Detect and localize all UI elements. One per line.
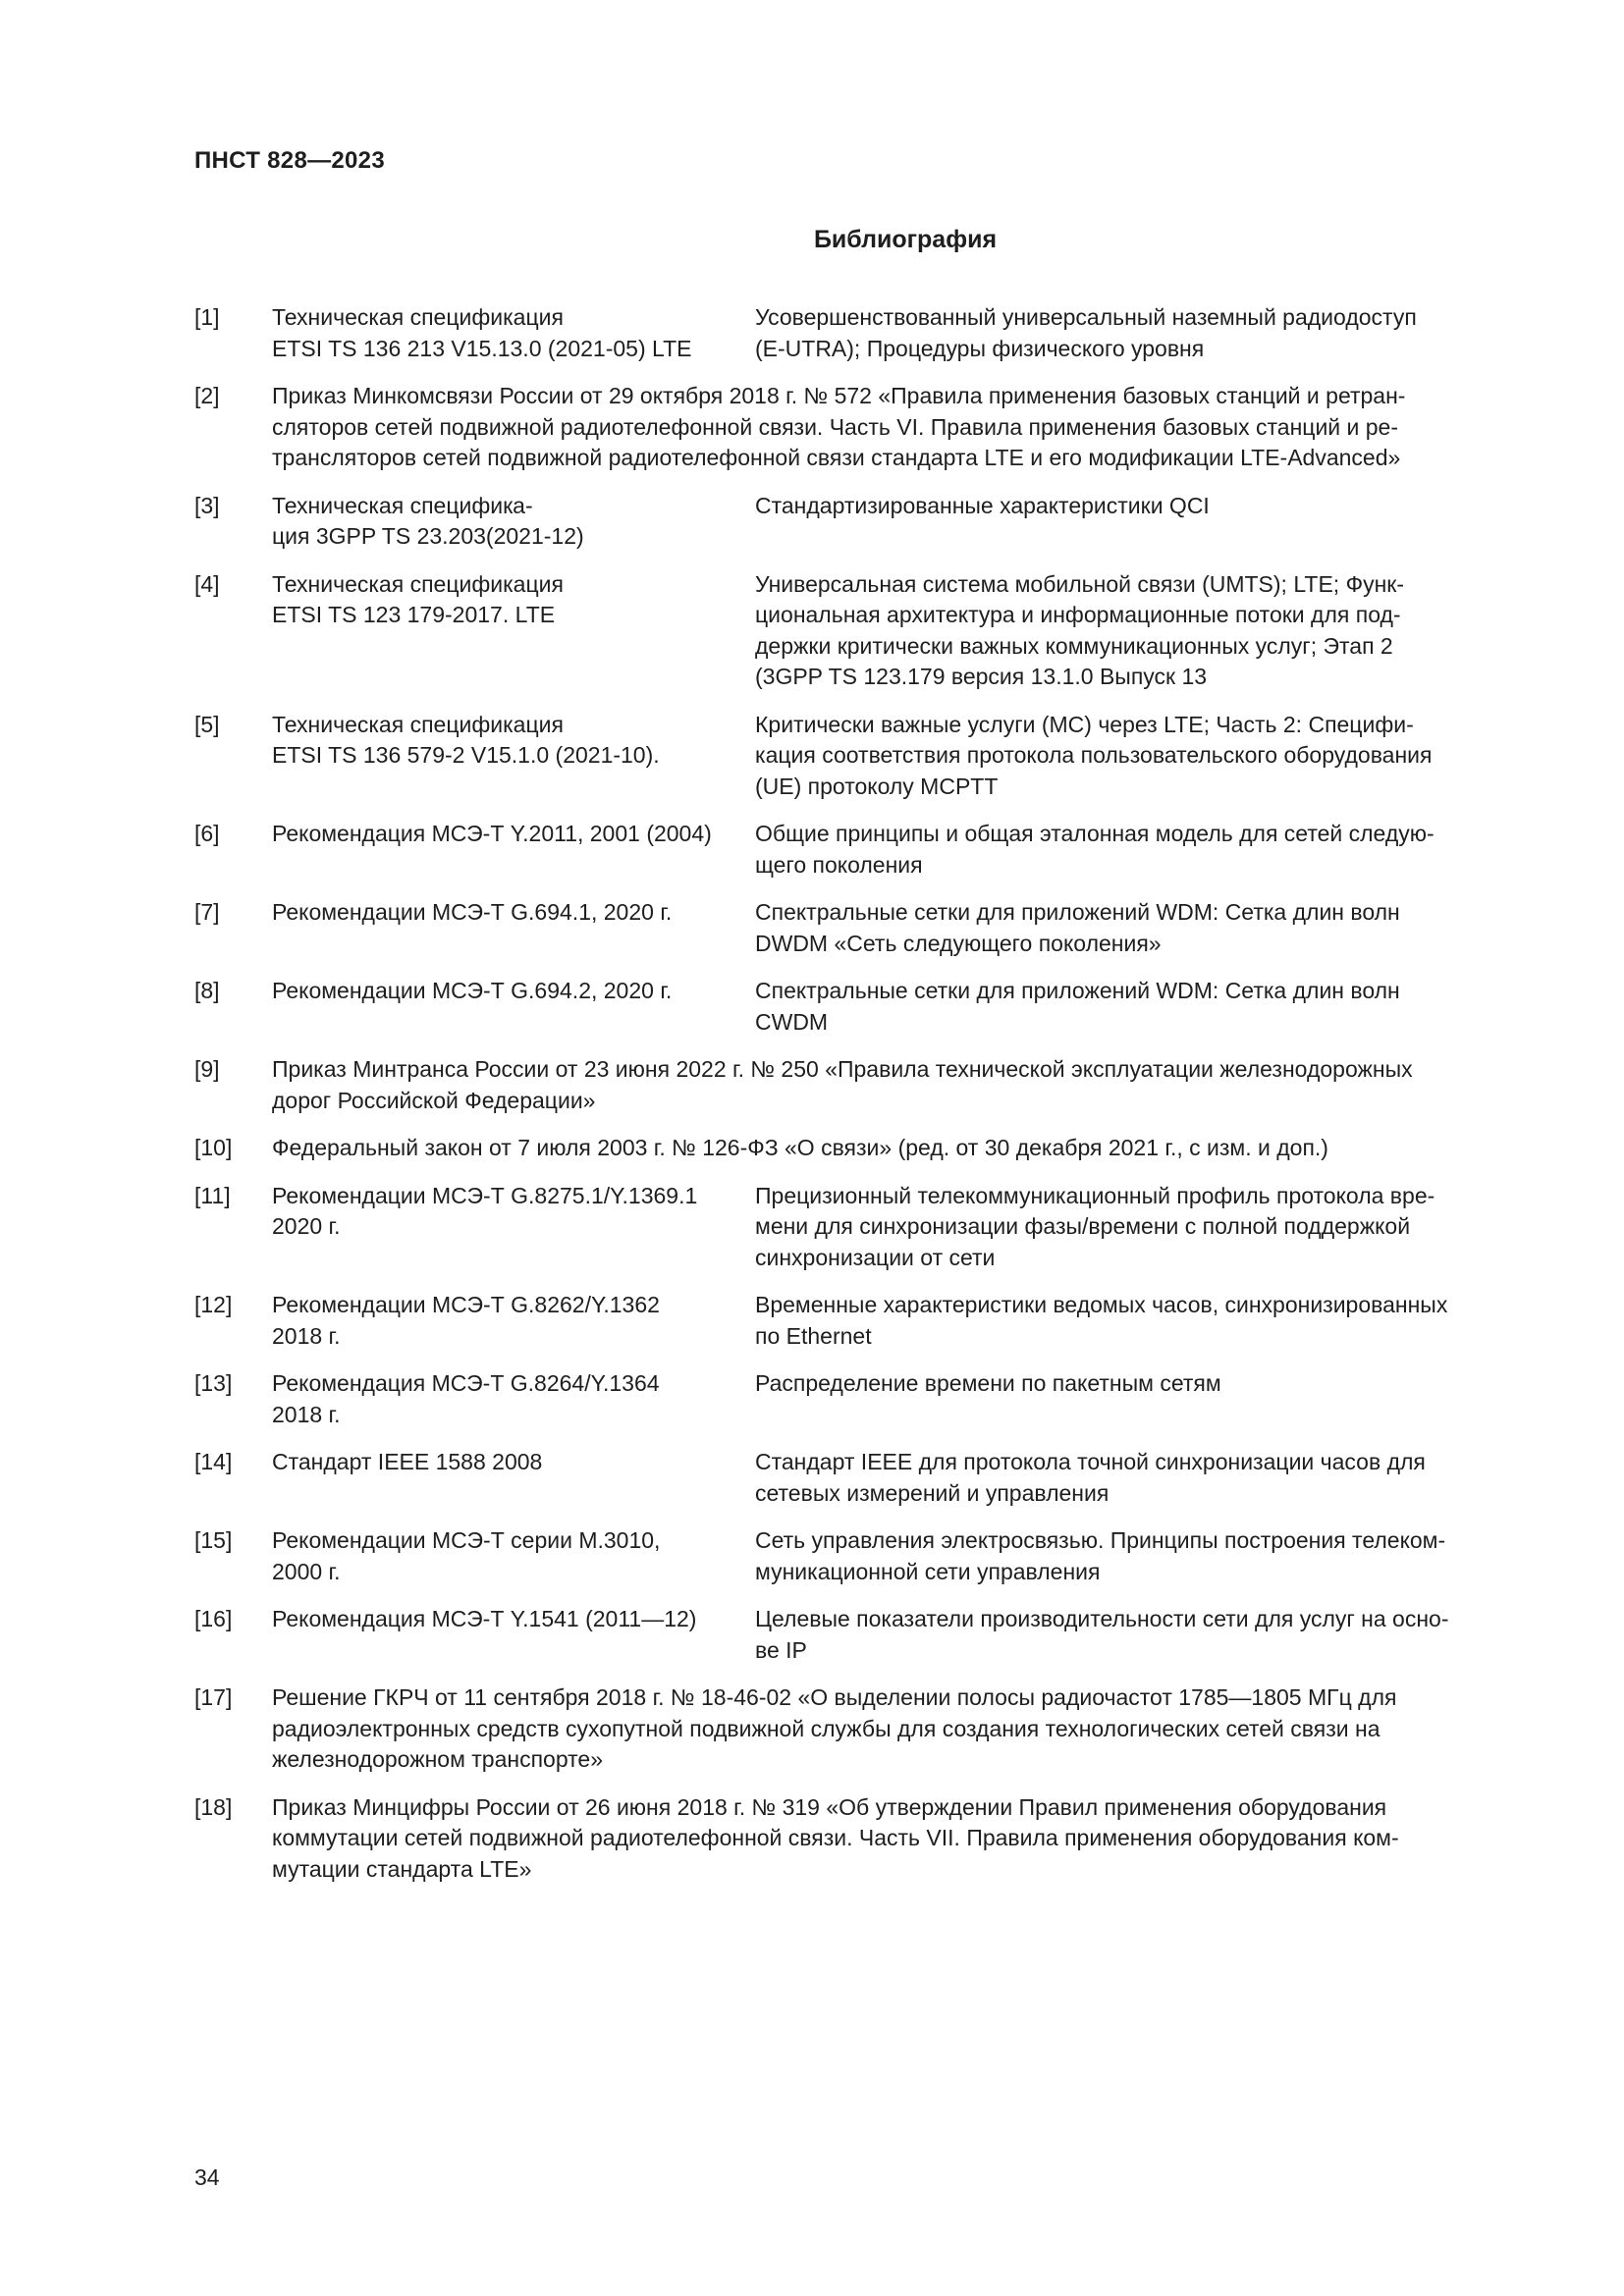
bibliography-entry [194,302,1526,364]
entry-source: Рекомендации МСЭ-Т G.8262/Y.1362 2018 г. [272,1292,660,1349]
entry-full-text: Приказ Минцифры России от 26 июня 2018 г. № 319 «Об утверждении Правил применения оборудования коммутации сетей подвижной радиотелефонной связи. Часть VII. Правила применения оборудования ком- мутации стандарта LTE» [272,1793,1399,1882]
entry-number: [7] [194,899,220,925]
entry-source: Рекомендации МСЭ-Т серии М.3010, 2000 г. [272,1527,661,1584]
entry-number: [6] [194,821,220,846]
bibliography-entry [194,1290,1526,1352]
entry-source: Рекомендации МСЭ-Т G.694.1, 2020 г. [272,899,673,925]
entry-title: Стандарт IEEE для протокола точной синхронизации часов для сетевых измерений и управления [755,1449,1426,1506]
bibliography-entry [194,976,1526,1038]
entry-source: Техническая спецификация ETSI TS 136 579-2 V15.1.0 (2021-10). [272,711,660,768]
entry-source: Рекомендации МСЭ-Т G.8275.1/Y.1369.1 2020 г. [272,1182,698,1239]
entry-number: [5] [194,711,220,737]
entry-number: [12] [194,1292,233,1317]
entry-number: [2] [194,383,220,408]
entry-source: Рекомендация МСЭ-Т Y.2011, 2001 (2004) [272,821,712,846]
entry-number: [17] [194,1684,233,1710]
section-title: Библиография [813,226,998,253]
bibliography-entry [194,1525,1526,1587]
entry-number: [4] [194,570,220,597]
entry-source: Рекомендация МСЭ-Т G.8264/Y.1364 2018 г. [272,1370,660,1427]
bibliography-entry [194,1133,1526,1164]
page-number: 34 [194,2164,220,2190]
entry-number: [13] [194,1370,233,1396]
entry-number: [1] [194,304,220,330]
entry-number: [9] [194,1056,220,1082]
entry-full-text: Приказ Минтранса России от 23 июня 2022 г. № 250 «Правила технической эксплуатации железнодорожных дорог Российской Федерации» [272,1056,1413,1113]
entry-title: Усовершенствованный универсальный наземный радиодоступ (E-UTRA); Процедуры физического уровня [755,304,1417,361]
bibliography-list [194,302,1526,1901]
entry-full-text: Решение ГКРЧ от 11 сентября 2018 г. № 18-46-02 «О выделении полосы радиочастот 1785—1805 МГц для радиоэлектронных средств сухопутной подвижной службы для создания технологических сетей связи на железнодорожном транспорте» [272,1684,1397,1772]
bibliography-entry [194,1368,1526,1430]
bibliography-entry [194,569,1526,693]
entry-title: Общие принципы и общая эталонная модель для сетей следую- щего поколения [755,821,1435,878]
entry-title: Критически важные услуги (MC) через LTE; Часть 2: Специфи- кация соответствия протокола пользовательского оборудования (UE) протоколу MCPTT [755,711,1433,799]
entry-source: Техническая спецификa- ция 3GPP TS 23.203(2021-12) [272,492,584,549]
entry-title: Прецизионный телекоммуникационный профиль протокола вре- мени для синхронизации фазы/времени с полной поддержкой синхронизации от сети [755,1182,1435,1270]
bibliography-entry [194,1792,1526,1886]
entry-source: Рекомендации МСЭ-Т G.694.2, 2020 г. [272,978,673,1003]
entry-source: Стандарт IEEE 1588 2008 [272,1449,543,1474]
document-standard-id: ПНСТ 828—2023 [194,147,385,174]
entry-number: [15] [194,1527,233,1553]
bibliography-entry [194,1054,1526,1116]
entry-number: [10] [194,1135,233,1160]
entry-title: Стандартизированные характеристики QCI [755,492,1210,518]
bibliography-entry [194,1181,1526,1274]
bibliography-entry [194,1604,1526,1666]
entry-title: Спектральные сетки для приложений WDM: Сетка длин волн CWDM [755,978,1400,1035]
entry-title: Универсальная система мобильной связи (UMTS); LTE; Функ- циональная архитектура и информационные потоки для под- держки критически важных коммуникационных услуг; Этап 2 (3GPP TS 123.179 версия 13.1.0 Выпуск 13 [755,570,1404,689]
entry-number: [8] [194,978,220,1003]
entry-source: Техническая спецификация ETSI TS 136 213 V15.13.0 (2021-05) LTE [272,304,692,361]
entry-number: [18] [194,1793,233,1820]
entry-source: Техническая спецификация ETSI TS 123 179-2017. LTE [272,570,564,627]
entry-source: Рекомендация МСЭ-Т Y.1541 (2011—12) [272,1606,697,1631]
entry-number: [14] [194,1449,233,1474]
bibliography-entry [194,381,1526,474]
entry-number: [3] [194,492,220,518]
entry-title: Сеть управления электросвязью. Принципы построения телеком- муникационной сети управления [755,1527,1446,1584]
entry-number: [11] [194,1182,231,1208]
bibliography-entry [194,710,1526,803]
entry-title: Целевые показатели производительности сети для услуг на осно- ве IP [755,1606,1449,1663]
entry-title: Спектральные сетки для приложений WDM: Сетка длин волн DWDM «Сеть следующего поколения» [755,899,1400,956]
entry-number: [16] [194,1606,233,1631]
entry-full-text: Приказ Минкомсвязи России от 29 октября 2018 г. № 572 «Правила применения базовых станций и ретран- сляторов сетей подвижной радиотелефонной связи. Часть VI. Правила применения базовых станций и ре- трансляторов сетей подвижной радиотелефонной связи стандарта LTE и его модификации LTE-Advanced» [272,383,1406,470]
bibliography-entry [194,491,1526,553]
entry-full-text: Федеральный закон от 7 июля 2003 г. № 126-ФЗ «О связи» (ред. от 30 декабря 2021 г., с изм. и доп.) [272,1135,1328,1160]
bibliography-entry [194,897,1526,959]
entry-title: Распределение времени по пакетным сетям [755,1370,1221,1396]
bibliography-entry [194,1447,1526,1509]
bibliography-entry [194,1682,1526,1776]
bibliography-entry [194,819,1526,881]
entry-title: Временные характеристики ведомых часов, синхронизированных по Ethernet [755,1292,1448,1349]
